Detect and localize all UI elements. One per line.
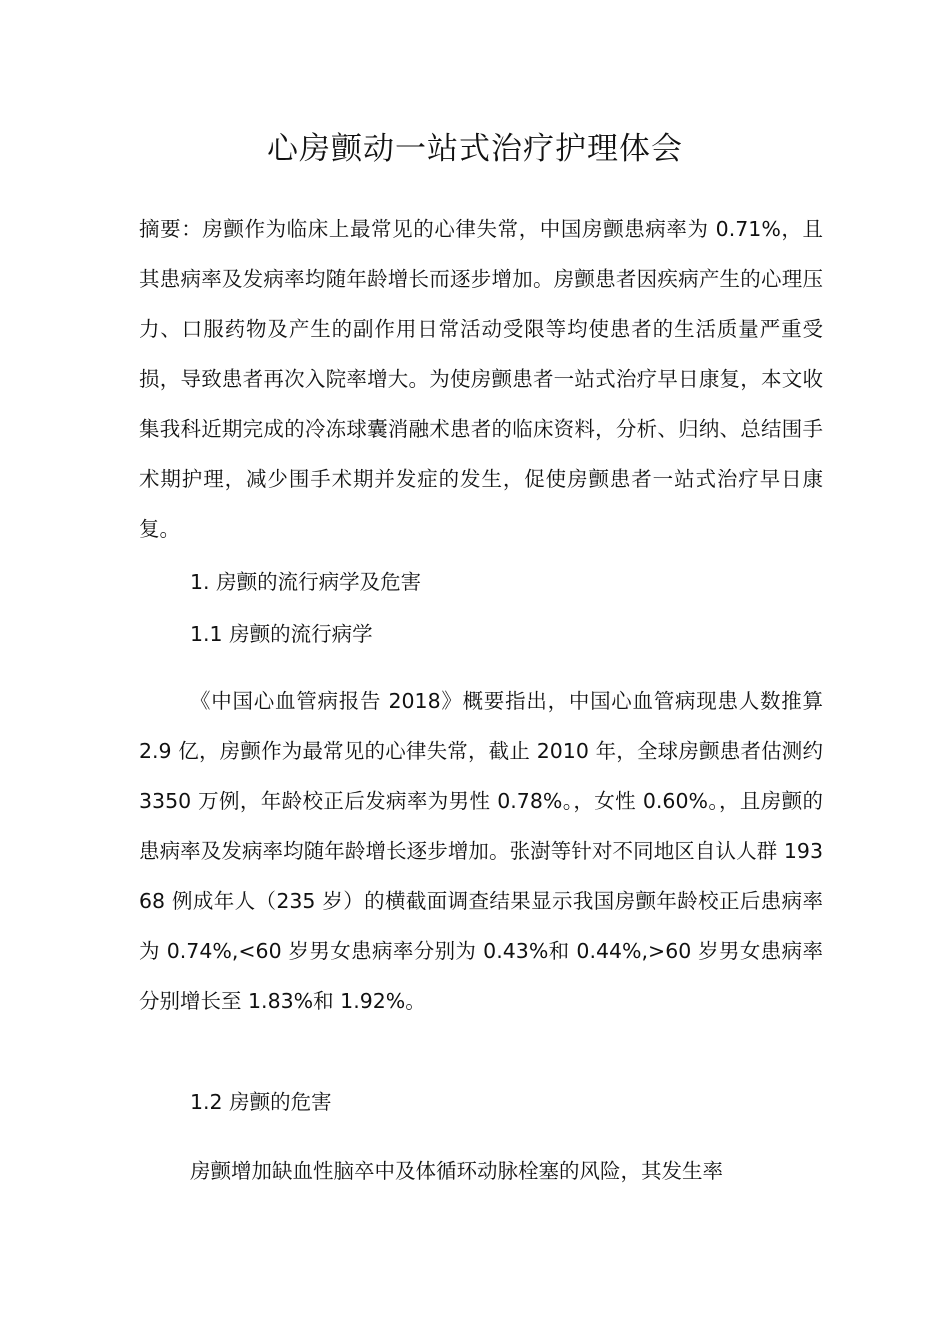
section-heading-1-2: 1.2 房颤的危害: [190, 1090, 332, 1114]
harm-paragraph: 房颤增加缺血性脑卒中及体循环动脉栓塞的风险，其发生率: [190, 1159, 723, 1183]
section-heading-1: 1. 房颤的流行病学及危害: [190, 570, 422, 594]
epidemiology-paragraph: 《中国心血管病报告 2018》概要指出，中国心血管病现患人数推算 2.9 亿，房颤作为最常见的心律失常，截止 2010 年，全球房颤患者估测约 3350 万例，年龄校正后发病率为男性 0.78%。，女性 0.60%。，且房颤的患病率及发病率均随年龄增长逐步增加。张澍等针对不同地区自认人群 19368 例成年人（235 岁）的横截面调查结果显示我国房颤年龄校正后患病率为 0.74%,<60 岁男女患病率分别为 0.43%和 0.44%,>60 岁男女患病率分别增长至 1.83%和 1.92%。: [139, 689, 823, 1013]
abstract-paragraph: 摘要：房颤作为临床上最常见的心律失常，中国房颤患病率为 0.71%，且其患病率及发病率均随年龄增长而逐步增加。房颤患者因疾病产生的心理压力、口服药物及产生的副作用日常活动受限等均使患者的生活质量严重受损，导致患者再次入院率增大。为使房颤患者一站式治疗早日康复，本文收集我科近期完成的冷冻球囊消融术患者的临床资料，分析、归纳、总结围手术期护理，减少围手术期并发症的发生，促使房颤患者一站式治疗早日康复。: [139, 217, 823, 541]
section-heading-1-1: 1.1 房颤的流行病学: [190, 622, 373, 646]
document-title: 心房颤动一站式治疗护理体会: [267, 130, 683, 167]
